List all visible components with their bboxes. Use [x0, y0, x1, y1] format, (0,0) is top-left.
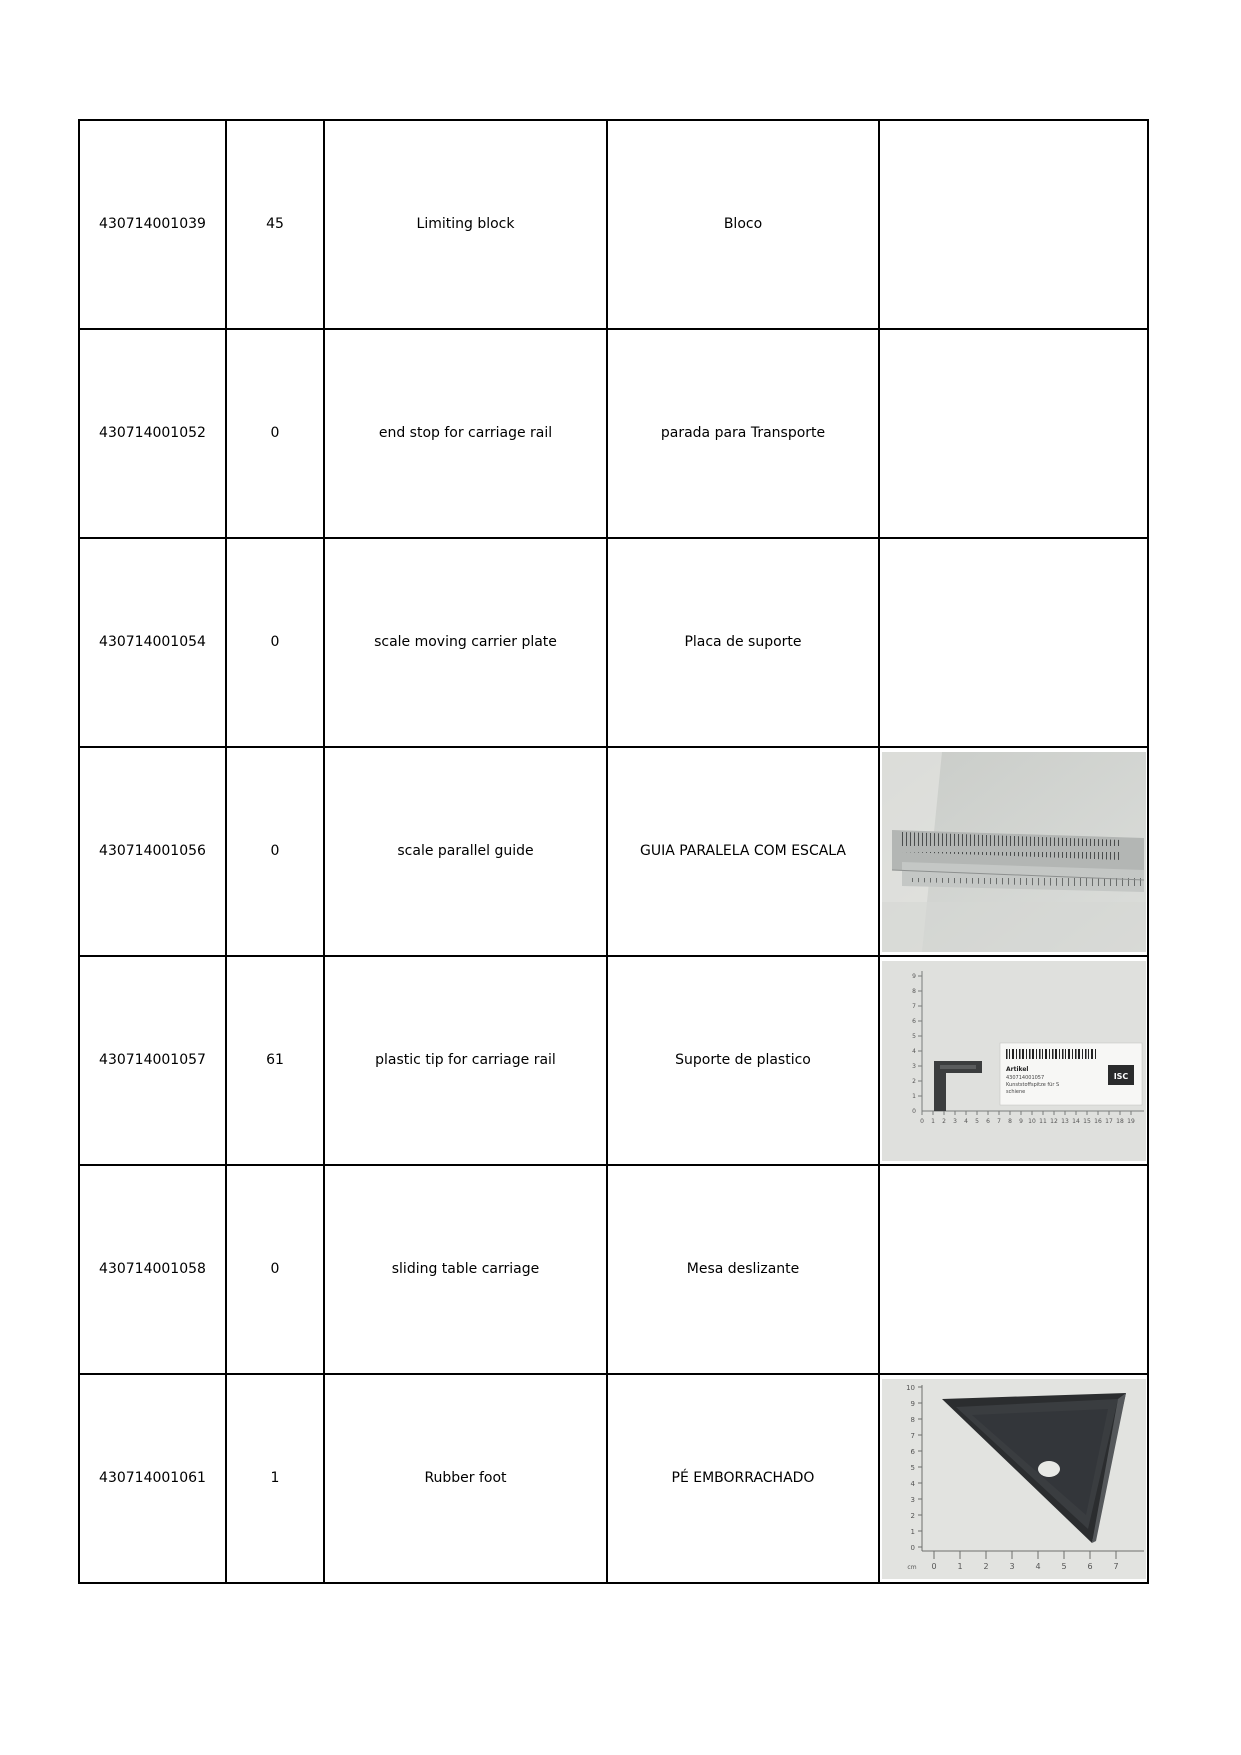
- part-description-en: sliding table carriage: [324, 1165, 607, 1374]
- label-title: Artikel: [1005, 1065, 1028, 1073]
- table-row: [79, 1165, 1148, 1374]
- ruler-number: 6: [985, 1117, 990, 1125]
- table-row: [79, 329, 1148, 538]
- ruler-number: 1: [910, 1527, 915, 1536]
- ruler-number: 4: [910, 1479, 915, 1488]
- ruler-number: 1: [930, 1117, 935, 1125]
- part-photo-cell: [879, 1374, 1148, 1583]
- part-description-pt: Suporte de plastico: [607, 956, 879, 1165]
- part-code: 430714001058: [79, 1165, 226, 1374]
- ruler-number: 7: [911, 1002, 916, 1010]
- part-quantity: 1: [226, 1374, 324, 1583]
- ruler-number: 19: [1126, 1117, 1135, 1125]
- ruler-number: 7: [1112, 1561, 1119, 1571]
- table-row: [79, 1374, 1148, 1583]
- table-row: [79, 538, 1148, 747]
- part-description-en: end stop for carriage rail: [324, 329, 607, 538]
- ruler-number: 5: [974, 1117, 979, 1125]
- ruler-number: 12: [1049, 1117, 1058, 1125]
- part-description-pt: Mesa deslizante: [607, 1165, 879, 1374]
- part-photo-cell: [879, 956, 1148, 1165]
- part-quantity: 0: [226, 747, 324, 956]
- part-quantity: 0: [226, 538, 324, 747]
- table-row: [79, 956, 1148, 1165]
- part-description-en: plastic tip for carriage rail: [324, 956, 607, 1165]
- table-row: [79, 747, 1148, 956]
- ruler-number: 1: [956, 1561, 963, 1571]
- ruler-number: 18: [1115, 1117, 1124, 1125]
- ruler-number: 6: [911, 1017, 916, 1025]
- ruler-number: 9: [910, 1399, 915, 1408]
- part-photo-cell: [879, 538, 1148, 747]
- part-description-en: Rubber foot: [324, 1374, 607, 1583]
- part-description-pt: parada para Transporte: [607, 329, 879, 538]
- ruler-number: 4: [1034, 1561, 1041, 1571]
- ruler-number: 7: [910, 1431, 915, 1440]
- part-photo-cell: [879, 747, 1148, 956]
- ruler-number: 3: [911, 1062, 916, 1070]
- ruler-number: 8: [1007, 1117, 1012, 1125]
- ruler-number: 4: [911, 1047, 916, 1055]
- rubber-foot-photo: [882, 1379, 1146, 1579]
- ruler-number: 15: [1082, 1117, 1091, 1125]
- ruler-number: 6: [910, 1447, 915, 1456]
- ruler-number: 0: [930, 1561, 937, 1571]
- plastic-tip-photo: [882, 961, 1146, 1161]
- ruler-number: 2: [982, 1561, 989, 1571]
- parts-table: [78, 119, 1149, 1584]
- ruler-number: 13: [1060, 1117, 1069, 1125]
- ruler-number: 0: [911, 1107, 916, 1115]
- ruler-number: 9: [1018, 1117, 1023, 1125]
- part-quantity: 45: [226, 120, 324, 329]
- ruler-number: 3: [952, 1117, 957, 1125]
- part-code: 430714001061: [79, 1374, 226, 1583]
- ruler-unit: cm: [906, 1563, 917, 1571]
- ruler-number: 0: [910, 1543, 915, 1552]
- table-row: [79, 120, 1148, 329]
- ruler-number: 1: [911, 1092, 916, 1100]
- ruler-number: 2: [910, 1511, 915, 1520]
- part-description-en: Limiting block: [324, 120, 607, 329]
- ruler-number: 8: [911, 987, 916, 995]
- part-description-pt: Bloco: [607, 120, 879, 329]
- part-code: 430714001039: [79, 120, 226, 329]
- part-photo-cell: [879, 329, 1148, 538]
- part-description-en: scale parallel guide: [324, 747, 607, 956]
- ruler-number: 7: [996, 1117, 1001, 1125]
- ruler-number: 11: [1038, 1117, 1047, 1125]
- ruler-number: 2: [911, 1077, 916, 1085]
- ruler-number: 10: [905, 1383, 915, 1392]
- ruler-number: 2: [941, 1117, 946, 1125]
- part-quantity: 0: [226, 1165, 324, 1374]
- ruler-number: 8: [910, 1415, 915, 1424]
- ruler-number: 10: [1027, 1117, 1036, 1125]
- ruler-number: 5: [910, 1463, 915, 1472]
- scale-guide-photo: [882, 752, 1146, 952]
- ruler-number: 3: [910, 1495, 915, 1504]
- ruler-number: 16: [1093, 1117, 1102, 1125]
- label-line: Kunststoffspitze für S: [1005, 1081, 1059, 1088]
- part-quantity: 0: [226, 329, 324, 538]
- part-code: 430714001054: [79, 538, 226, 747]
- ruler-number: 17: [1104, 1117, 1113, 1125]
- ruler-number: 14: [1071, 1117, 1080, 1125]
- ruler-number: 4: [963, 1117, 968, 1125]
- part-photo-cell: [879, 1165, 1148, 1374]
- part-description-en: scale moving carrier plate: [324, 538, 607, 747]
- ruler-number: 6: [1086, 1561, 1093, 1571]
- ruler-number: 5: [911, 1032, 916, 1040]
- part-photo-cell: [879, 120, 1148, 329]
- part-quantity: 61: [226, 956, 324, 1165]
- part-description-pt: GUIA PARALELA COM ESCALA: [607, 747, 879, 956]
- part-description-pt: Placa de suporte: [607, 538, 879, 747]
- ruler-number: 3: [1008, 1561, 1015, 1571]
- label-brand: ISC: [1113, 1071, 1128, 1081]
- part-code: 430714001057: [79, 956, 226, 1165]
- label-line: 430714001057: [1005, 1074, 1044, 1081]
- part-code: 430714001052: [79, 329, 226, 538]
- part-description-pt: PÉ EMBORRACHADO: [607, 1374, 879, 1583]
- ruler-number: 5: [1060, 1561, 1067, 1571]
- label-line: schiene: [1005, 1088, 1025, 1095]
- ruler-number: 0: [919, 1117, 924, 1125]
- ruler-number: 9: [911, 972, 916, 980]
- part-code: 430714001056: [79, 747, 226, 956]
